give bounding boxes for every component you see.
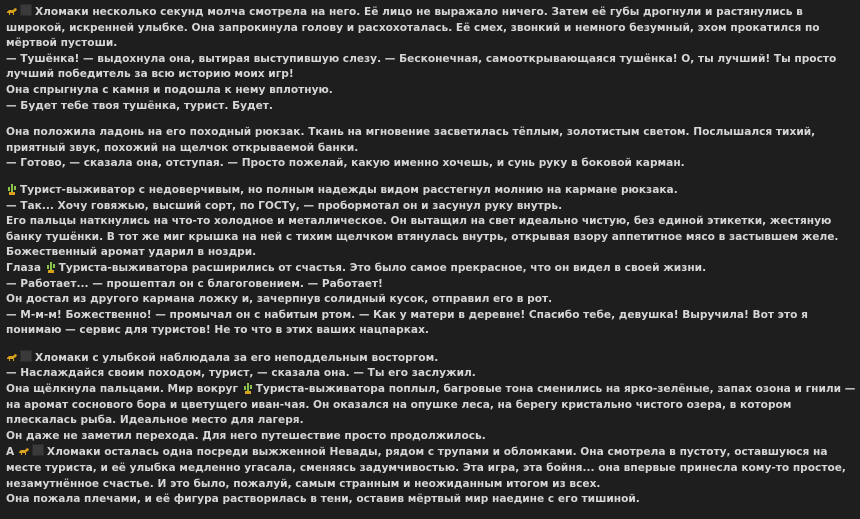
line-text: Он даже не заметил перехода. Для него путешествие просто продолжилось. <box>6 429 486 442</box>
line-text: Туриста-выживатора поплыл, багровые тона сменились на ярко-зелёные, запах озона и гнили — на аромат соснового бора и цветущего иван-чая. Он оказался на опушке леса, на берегу кристально чистого озера, в котором плескалась рыба. Идеальное место для лагеря. <box>6 383 856 427</box>
black-square-icon <box>32 444 44 456</box>
message-line <box>6 183 856 199</box>
message-line <box>6 156 856 172</box>
message-line <box>6 199 856 215</box>
line-text: — М-м-м! Божественно! — промычал он с набитым ртом. — Как у матери в деревне! Спасибо тебе, девушка! Выручила! Вот это я понимаю — сервис для туристов! Не то что в этих ваших нацпарках. <box>6 308 808 337</box>
message-line <box>6 292 856 308</box>
message-line <box>6 429 856 445</box>
message-line <box>6 52 856 83</box>
message-line <box>6 350 856 367</box>
message-line <box>6 83 856 99</box>
message-line <box>6 382 856 429</box>
message-line <box>6 125 856 156</box>
line-text-before: Глаза <box>6 261 41 274</box>
line-text: — Тушёнка! — выдохнула она, вытирая выступившую слезу. — Бесконечная, самооткрывающаяся тушёнка! О, ты лучший! Ты просто лучший победитель за всю историю моих игр! <box>6 52 837 81</box>
line-text: Туриста-выживатора расширились от счастья. Это было самое прекрасное, что он видел в своей жизни. <box>58 261 707 274</box>
line-text: — Будет тебе твоя тушёнка, турист. Будет. <box>6 99 273 112</box>
line-text: Хломаки осталась одна посреди выжженной Невады, рядом с трупами и обломками. Она смотрела в пустоту, оставшуюся на месте туриста, и её улыбка медленно угасала, сменяясь задумчивостью. Эта игра, эта бойня... она впервые принесла кому-то простое, незамутнённое счастье. И это было, пожалуй, самым странным и неожиданным итогом из всех. <box>6 446 846 490</box>
chat-log <box>6 4 856 519</box>
message-line <box>6 308 856 339</box>
message-line <box>6 277 856 293</box>
line-text: Турист-выживатор с недоверчивым, но полным надежды видом расстегнул молнию на кармане рюкзака. <box>20 183 678 196</box>
cactus-emoji-icon <box>6 183 18 195</box>
line-prefix-text: А <box>6 446 15 459</box>
message-block <box>6 4 856 114</box>
line-text: Он достал из другого кармана ложку и, зачерпнув солидный кусок, отправил его в рот. <box>6 293 553 306</box>
horse-emoji-icon <box>6 5 18 17</box>
message-line <box>6 214 856 261</box>
cactus-emoji-icon <box>242 382 254 394</box>
horse-emoji-icon <box>6 351 18 363</box>
message-block <box>6 350 856 508</box>
line-text: Она спрыгнула с камня и подошла к нему вплотную. <box>6 83 333 96</box>
line-text: Хломаки несколько секунд молча смотрела на него. Её лицо не выражало ничего. Затем её губы дрогнули и растянулись в широкой, искренней улыбке. Она запрокинула голову и расхохоталась. Её смех, звонкий и немного безумный, эхом прокатился по мёртвой пустоши. <box>6 6 820 50</box>
line-text: — Готово, — сказала она, отступая. — Просто пожелай, какую именно хочешь, и сунь руку в боковой карман. <box>6 157 685 170</box>
line-text: — Так... Хочу говяжью, высший сорт, по ГОСТу, — пробормотал он и засунул руку внутрь. <box>6 199 563 212</box>
line-text: — Наслаждайся своим походом, турист, — сказала она. — Ты его заслужил. <box>6 367 476 380</box>
line-text: Его пальцы наткнулись на что-то холодное и металлическое. Он вытащил на свет идеально чистую, без единой этикетки, жестяную банку тушёнки. В тот же миг крышка на ней с тихим щелчком втянулась внутрь, открывая взору аппетитное мясо в застывшем желе. Божественный аромат ударил в ноздри. <box>6 215 839 259</box>
horse-emoji-icon <box>18 445 30 457</box>
cactus-emoji-icon <box>45 261 57 273</box>
message-line <box>6 261 856 277</box>
black-square-icon <box>20 4 32 16</box>
message-line <box>6 444 856 492</box>
message-line <box>6 4 856 52</box>
message-block <box>6 183 856 339</box>
message-block <box>6 125 856 172</box>
line-text: — Работает... — прошептал он с благоговением. — Работает! <box>6 277 383 290</box>
line-text: Хломаки с улыбкой наблюдала за его неподдельным восторгом. <box>35 351 439 364</box>
line-text: Она положила ладонь на его походный рюкзак. Ткань на мгновение засветилась тёплым, золотистым светом. Послышался тихий, приятный звук, похожий на щелчок открываемой банки. <box>6 126 816 154</box>
message-line <box>6 492 856 508</box>
black-square-icon <box>20 350 32 362</box>
line-text-before: Она щёлкнула пальцами. Мир вокруг <box>6 383 238 396</box>
message-line <box>6 366 856 382</box>
message-line <box>6 99 856 115</box>
line-text: Она пожала плечами, и её фигура растворилась в тени, оставив мёртвый мир наедине с его тишиной. <box>6 493 640 506</box>
